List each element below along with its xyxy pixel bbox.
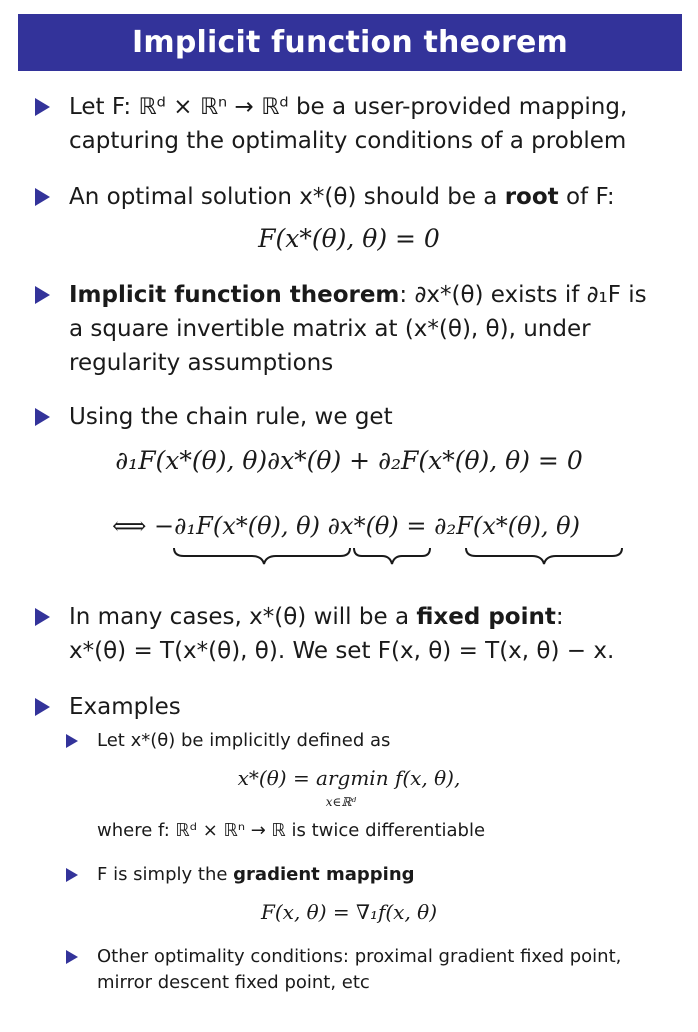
bullet-text	[69, 180, 685, 214]
text-run: An optimal solution x*(θ) should be a	[69, 184, 505, 210]
equals: =	[406, 512, 427, 540]
subbullet-other	[66, 944, 666, 996]
subbullet-text: Let x*(θ) be implicitly defined as	[97, 730, 391, 751]
equation-chain-rule: ∂₁F(x*(θ), θ)∂x*(θ) + ∂₂F(x*(θ), θ) = 0	[115, 446, 583, 475]
bullet-triangle-icon	[35, 698, 50, 716]
text-run: :	[555, 604, 564, 630]
text-run: F is simply the	[97, 864, 234, 885]
bullet-examples	[35, 690, 685, 724]
bullet-triangle-icon	[35, 98, 50, 116]
equation-gradient: F(x, θ) = ∇₁f(x, θ)	[260, 900, 437, 924]
subbullet-triangle-icon	[66, 734, 78, 748]
underbrace-j	[354, 548, 430, 564]
bullet-text: capturing the optimality conditions of a problem	[69, 128, 627, 154]
subbullet-where	[66, 818, 666, 844]
equation-underbrace	[112, 512, 632, 582]
bullet-triangle-icon	[35, 408, 50, 426]
bold-gradient-mapping: gradient mapping	[233, 864, 415, 885]
bullet-fixed-point	[35, 600, 685, 668]
underbrace-svg	[112, 544, 632, 574]
text-run: : ∂x*(θ) exists if ∂₁F is	[399, 282, 647, 308]
term-b: ∂₂F(x*(θ), θ)	[434, 512, 580, 540]
bullet-root	[35, 180, 685, 214]
equation-argmin-subscript: x∈ℝᵈ	[325, 795, 357, 809]
equation-root: F(x*(θ), θ) = 0	[258, 224, 440, 253]
term-j: ∂x*(θ)	[327, 512, 399, 540]
bold-root: root	[504, 184, 559, 210]
subbullet-triangle-icon	[66, 868, 78, 882]
bullet-text: regularity assumptions	[69, 350, 334, 376]
bullet-text	[69, 600, 685, 634]
bullet-text: Examples	[69, 694, 181, 720]
subbullet-argmin	[66, 728, 666, 754]
term-a: ⟺ −∂₁F(x*(θ), θ)	[112, 512, 320, 540]
bullet-mapping	[35, 90, 685, 158]
equation-parts	[112, 512, 580, 540]
bullet-triangle-icon	[35, 286, 50, 304]
bullet-ift	[35, 278, 685, 380]
subbullet-text	[97, 862, 666, 888]
subbullet-triangle-icon	[66, 950, 78, 964]
underbrace-a	[174, 548, 350, 564]
bullet-text: Using the chain rule, we get	[69, 404, 393, 430]
title-bar	[18, 14, 682, 71]
subbullet-gradient	[66, 862, 666, 888]
bullet-text: x*(θ) = T(x*(θ), θ). We set F(x, θ) = T(x, θ) − x.	[69, 638, 615, 664]
bullet-chain-rule	[35, 400, 685, 434]
bullet-triangle-icon	[35, 188, 50, 206]
underbrace-b	[466, 548, 622, 564]
subbullet-text: Other optimality conditions: proximal gradient fixed point,	[97, 946, 622, 967]
bullet-text	[69, 278, 685, 312]
text-run: of F:	[558, 184, 615, 210]
subbullet-text: mirror descent fixed point, etc	[97, 972, 370, 993]
bold-fixed-point: fixed point	[416, 604, 556, 630]
text-run: In many cases, x*(θ) will be a	[69, 604, 417, 630]
bullet-text: Let F: ℝᵈ × ℝⁿ → ℝᵈ be a user-provided mapping,	[69, 94, 628, 120]
bullet-triangle-icon	[35, 608, 50, 626]
bold-ift: Implicit function theorem	[69, 282, 400, 308]
slide-title: Implicit function theorem	[132, 25, 568, 60]
bullet-text: a square invertible matrix at (x*(θ), θ), under	[69, 316, 591, 342]
equation-argmin: x*(θ) = argmin f(x, θ),	[237, 766, 461, 790]
subbullet-text: where f: ℝᵈ × ℝⁿ → ℝ is twice differentiable	[97, 820, 486, 841]
